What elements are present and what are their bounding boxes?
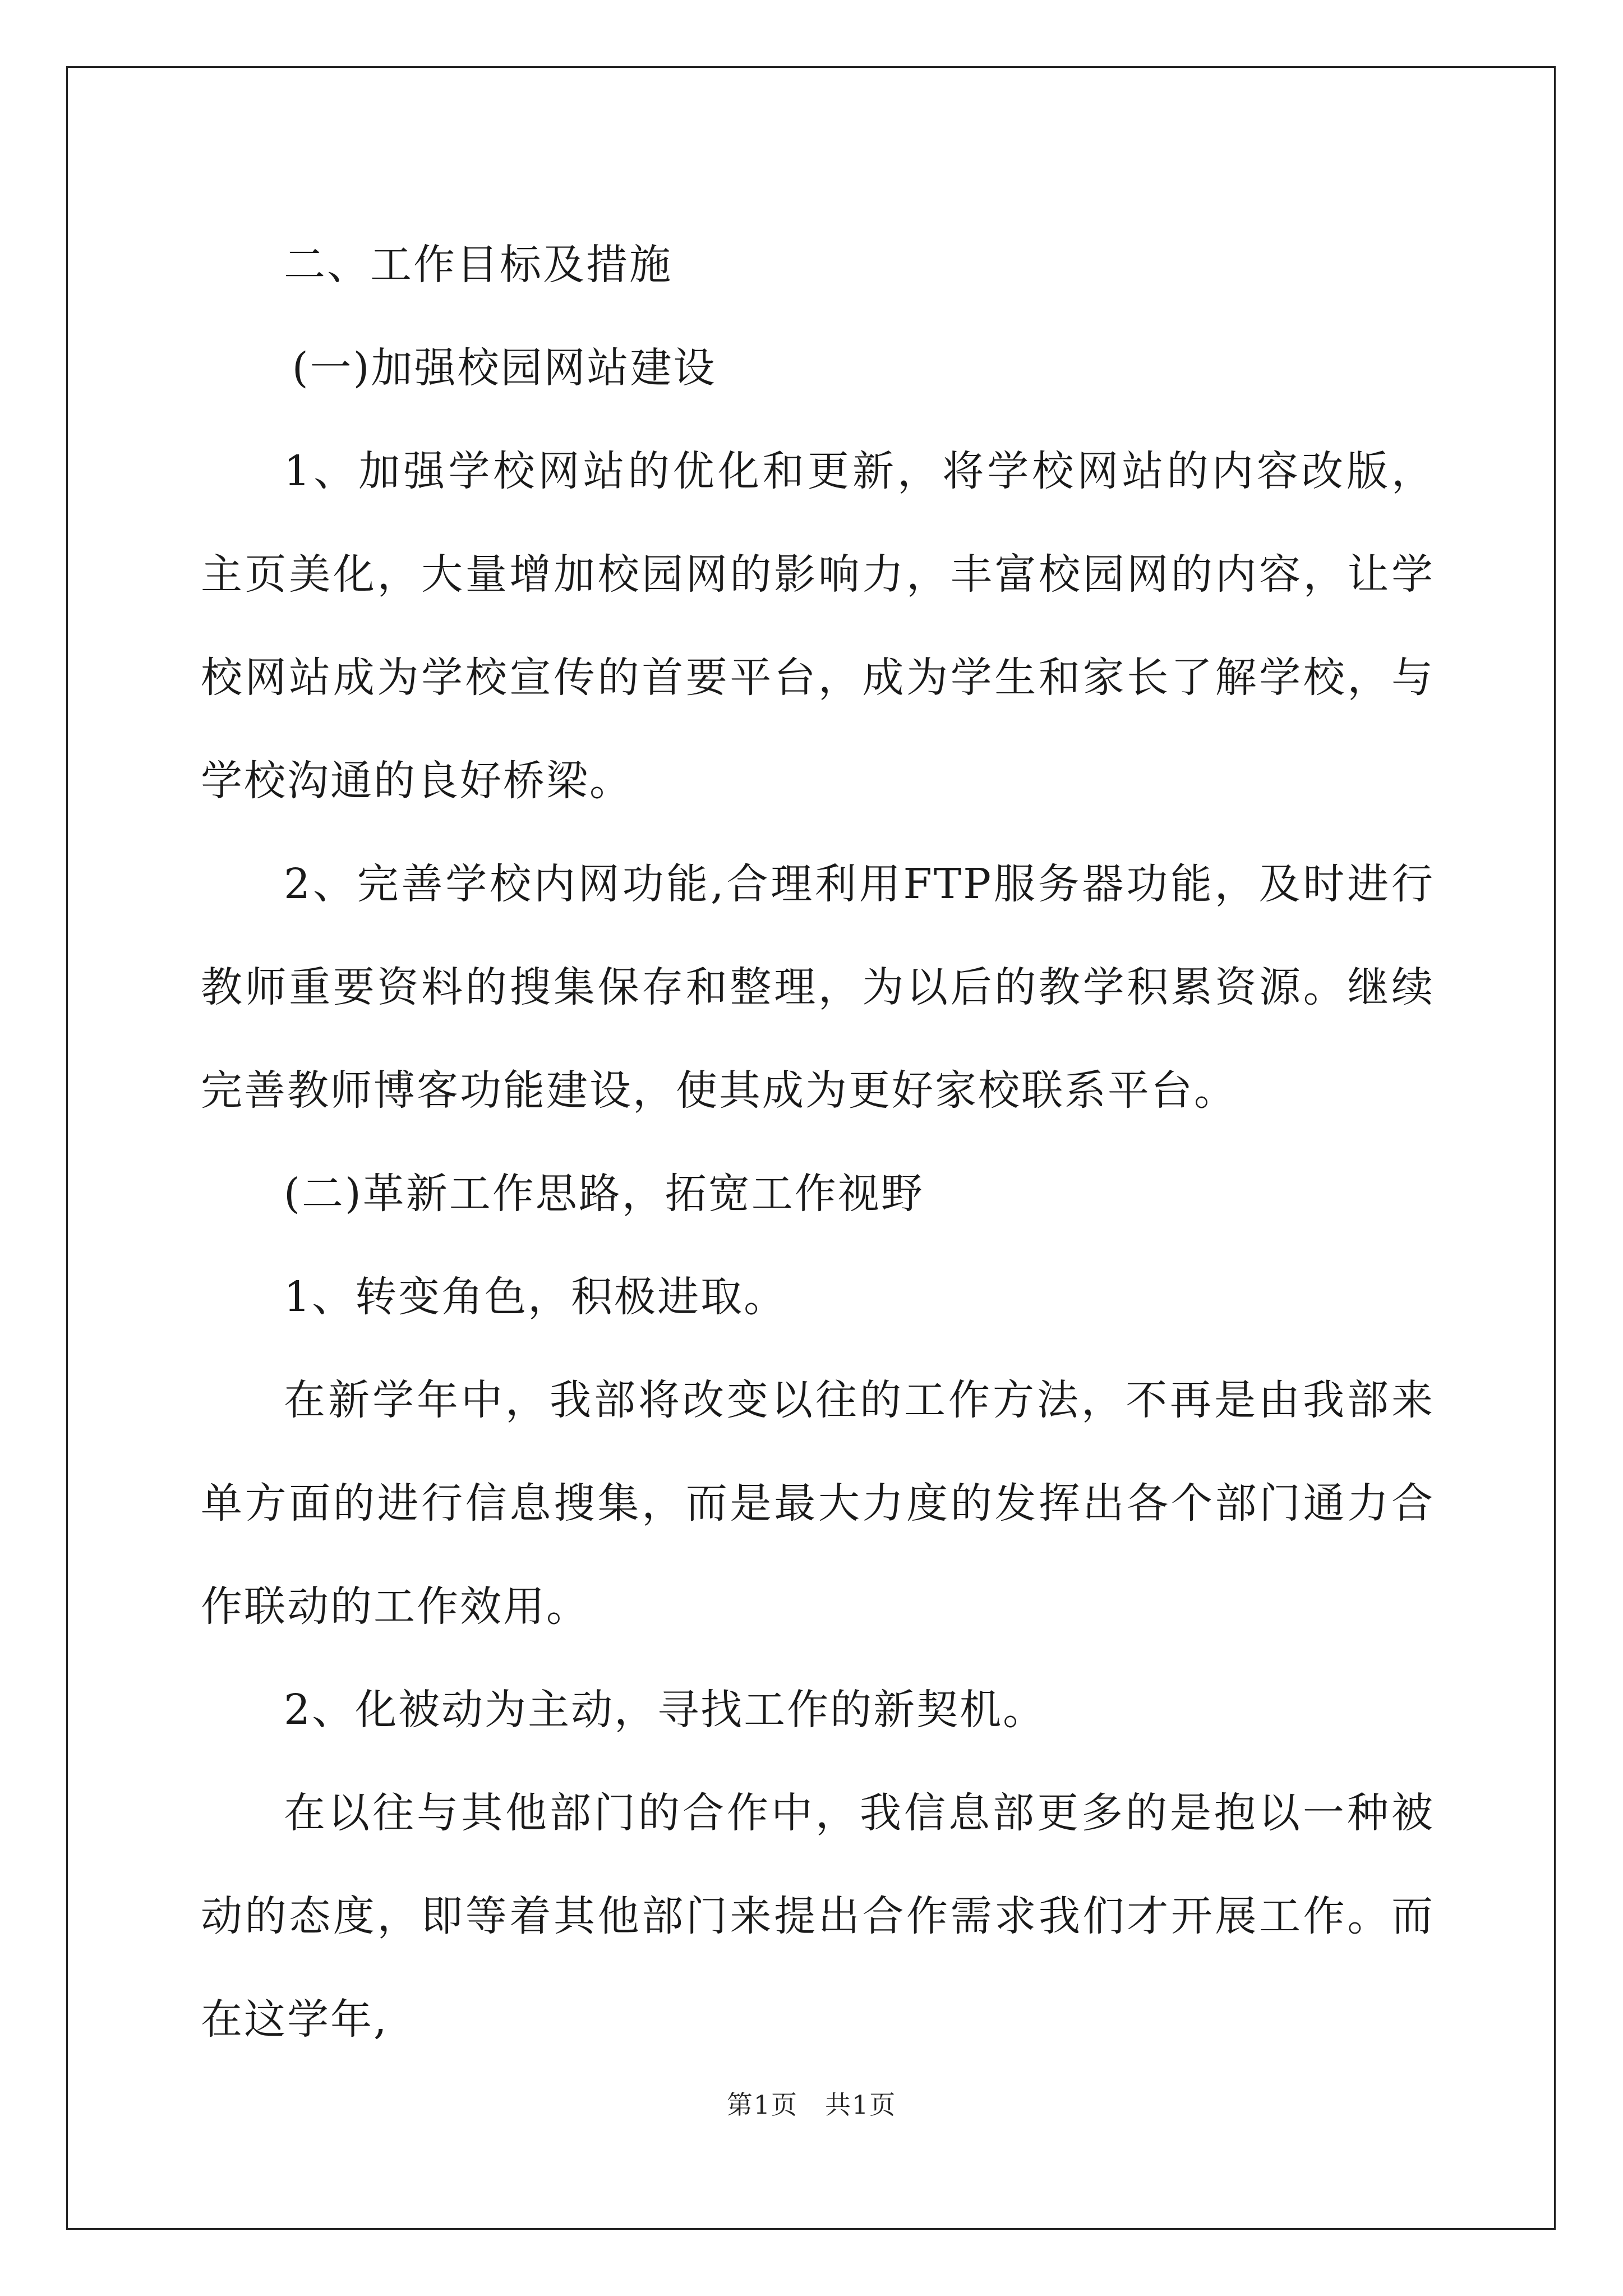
page-number: 第1页 共1页 <box>726 2090 897 2120</box>
section-heading: 二、工作目标及措施 <box>284 241 672 289</box>
sub-heading-innovation: (二)革新工作思路，拓宽工作视野 <box>284 1170 924 1218</box>
paragraph-intranet: 2、完善学校内网功能,合理利用FTP服务器功能，及时进行教师重要资料的搜集保存和整理，为以后的教学积累资源。继续完善教师博客功能建设，使其成为更好家校联系平台。 <box>201 860 1435 1115</box>
item-role-change: 1、转变角色，积极进取。 <box>284 1273 787 1321</box>
paragraph-new-methods: 在新学年中，我部将改变以往的工作方法，不再是由我部来单方面的进行信息搜集，而是最大力度的发挥出各个部门通力合作联动的工作效用。 <box>201 1376 1435 1631</box>
document-body <box>201 213 1435 2071</box>
sub-heading-website: (一)加强校园网站建设 <box>292 344 717 392</box>
paragraph-website-optimization: 1、加强学校网站的优化和更新，将学校网站的内容改版，主页美化，大量增加校园网的影响力，丰富校园网的内容，让学校网站成为学校宣传的首要平台，成为学生和家长了解学校，与学校沟通的良好桥梁。 <box>201 447 1435 805</box>
item-proactive: 2、化被动为主动，寻找工作的新契机。 <box>284 1686 1046 1734</box>
paragraph-cooperation: 在以往与其他部门的合作中，我信息部更多的是抱以一种被动的态度，即等着其他部门来提出合作需求我们才开展工作。而在这学年, <box>201 1789 1435 2044</box>
